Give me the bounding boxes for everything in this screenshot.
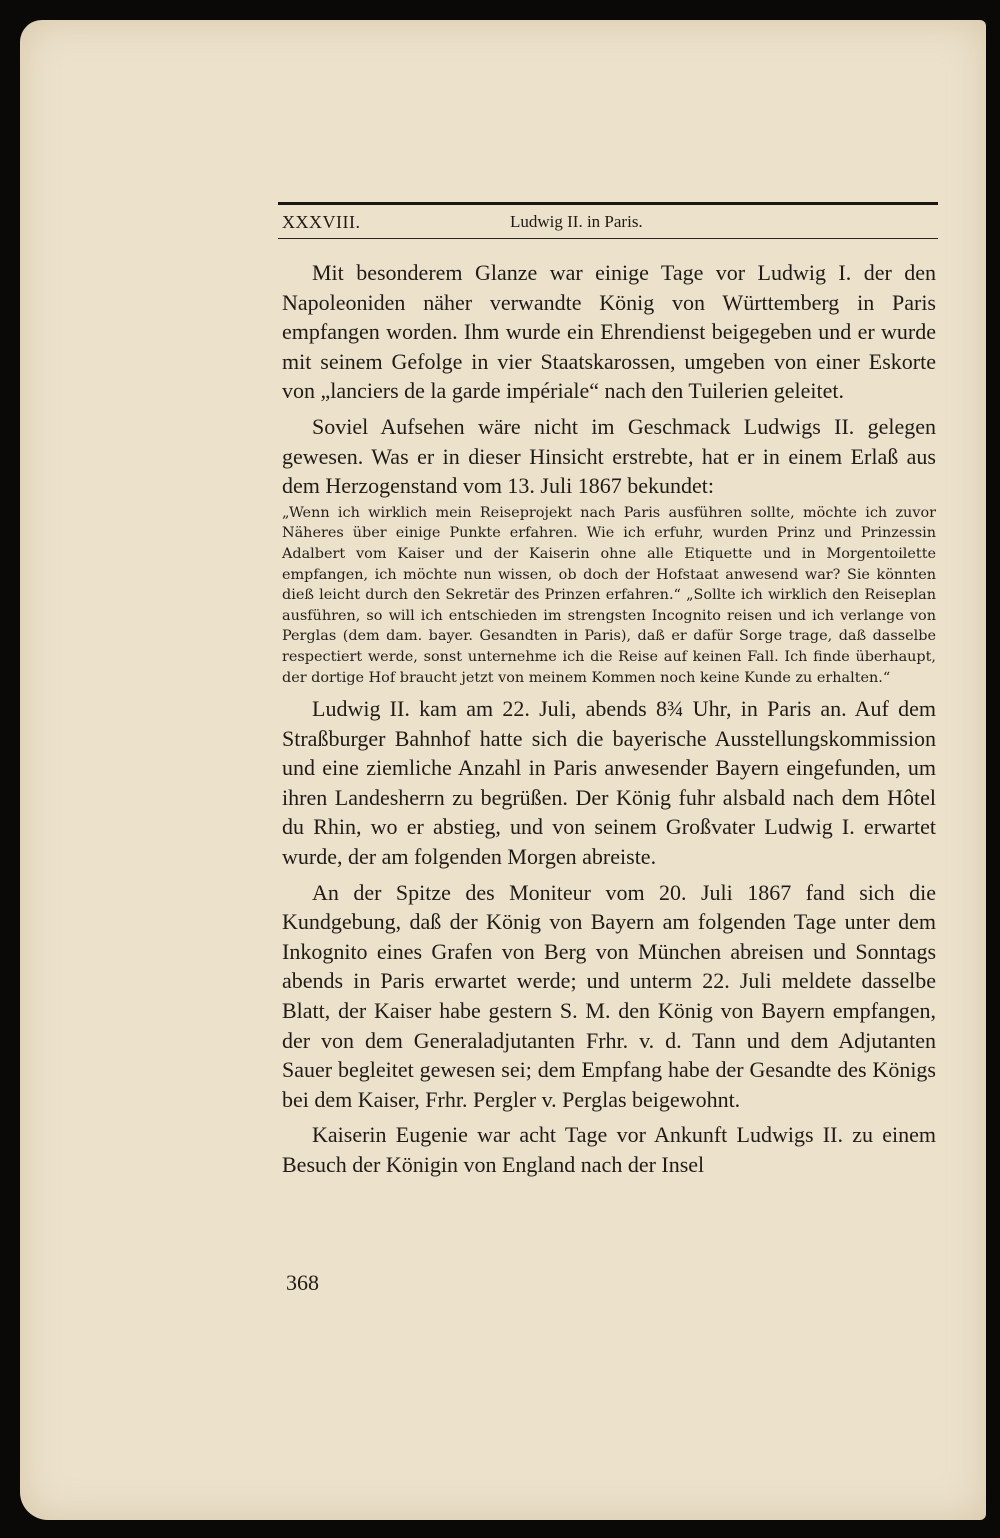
running-head bbox=[278, 212, 938, 236]
book-page bbox=[20, 20, 986, 1520]
paragraph: Mit besonderem Glanze war einige Tage vor Ludwig I. der den Napoleoniden näher verwandte König von Württemberg in Paris empfangen worden. Ihm wurde ein Ehrendienst beigegeben und er wurde mit seinem Gefolge in vier Staatskarossen, umgeben von einer Eskorte von „lanciers de la garde impériale“ nach den Tuilerien geleitet. bbox=[282, 260, 936, 404]
paragraph: Kaiserin Eugenie war acht Tage vor Ankunft Ludwigs II. zu einem Besuch der Königin von England nach der Insel bbox=[282, 1122, 936, 1177]
chapter-title: Ludwig II. in Paris. bbox=[510, 212, 643, 231]
quoted-decree: „Wenn ich wirklich mein Reiseprojekt nach Paris ausführen sollte, möchte ich zuvor Näheres über einige Punkte erfahren. Wie ich erfuhr, wurden Prinz und Prinzessin Adalbert vom Kaiser und der Kaiserin ohne alle Etiquette und in Morgentoilette empfangen, ich möchte nun wissen, ob doch der Hofstaat anwesend war? Sie könnten dieß leicht durch den Sekretär des Prinzen erfahren.“ „Sollte ich wirklich den Reiseplan ausführen, so will ich entschieden im strengsten Incognito reisen und ich verlange von Perglas (dem dam. bayer. Gesandten in Paris), daß er dafür Sorge trage, daß dasselbe respectiert werde, sonst unternehme ich die Reise auf keinen Fall. Ich finde überhaupt, der dortige Hof braucht jetzt von meinem Kommen noch keine Kunde zu erhalten.“ bbox=[282, 504, 936, 686]
header-bottom-rule bbox=[278, 238, 938, 239]
paragraph: An der Spitze des Moniteur vom 20. Juli 1867 fand sich die Kundgebung, daß der König von Bayern am folgenden Tage unter dem Inkognito eines Grafen von Berg von München abreisen und Sonntags abends in Paris erwartet werde; und unterm 22. Juli meldete dasselbe Blatt, der Kaiser habe gestern S. M. den König von Bayern empfangen, der von dem Generaladjutanten Frhr. v. d. Tann und dem Adjutanten Sauer begleitet gewesen sei; dem Empfang habe der Gesandte des Königs bei dem Kaiser, Frhr. Pergler v. Perglas beigewohnt. bbox=[282, 879, 936, 1112]
header-top-rule bbox=[278, 202, 938, 205]
paragraph: Ludwig II. kam am 22. Juli, abends 8¾ Uhr, in Paris an. Auf dem Straßburger Bahnhof hatte sich die bayerische Ausstellungskommission und eine ziemliche Anzahl in Paris anwesender Bayern eingefunden, um ihren Landesherrn zu begrüßen. Der König fuhr alsbald nach dem Hôtel du Rhin, wo er abstieg, und von seinem Großvater Ludwig I. erwartet wurde, der am folgenden Morgen abreiste. bbox=[282, 696, 936, 870]
paragraph: Soviel Aufsehen wäre nicht im Geschmack Ludwigs II. gelegen gewesen. Was er in dieser Hinsicht erstrebte, hat er in einem Erlaß aus dem Herzogenstand vom 13. Juli 1867 bekundet: bbox=[282, 413, 936, 499]
body-text bbox=[282, 258, 936, 1186]
chapter-number: XXXVIII. bbox=[282, 212, 361, 232]
page-number: 368 bbox=[286, 1270, 319, 1295]
